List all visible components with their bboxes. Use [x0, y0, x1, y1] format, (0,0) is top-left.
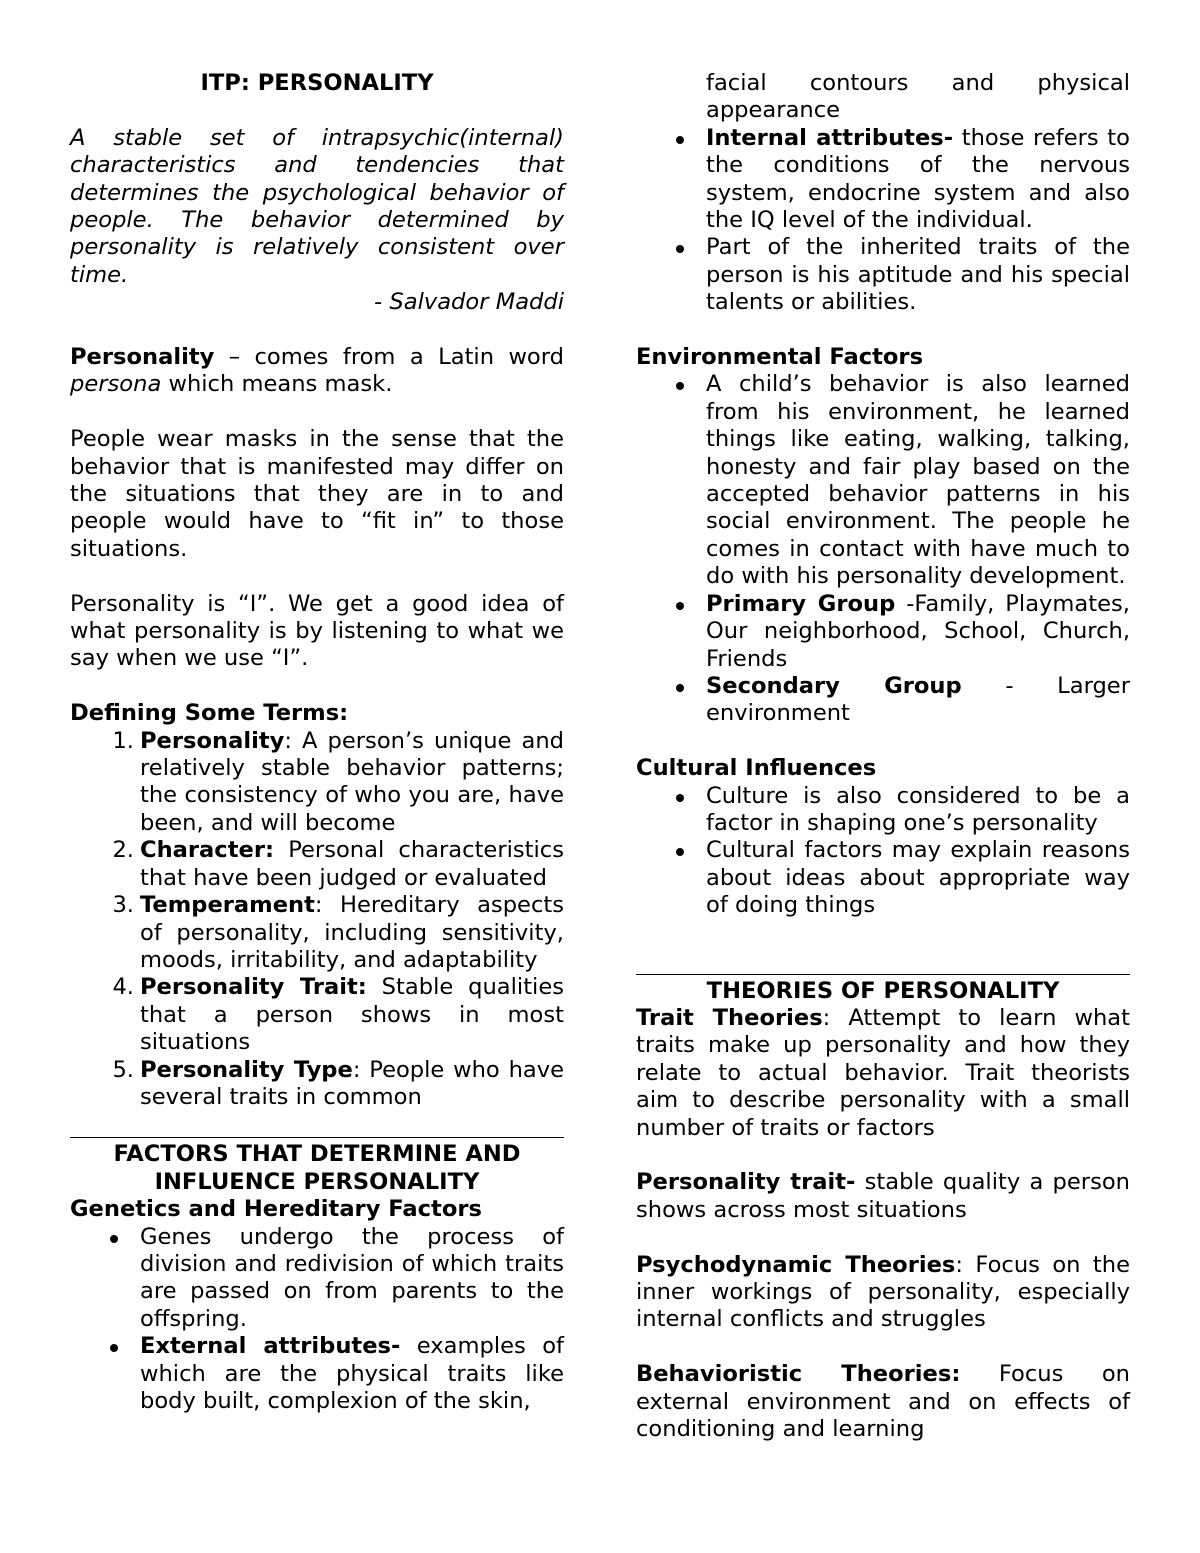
list-item: 3. Temperament: Hereditary aspects of personality, including sensitivity, moods, irritability, and adaptability: [112, 892, 564, 973]
bullet-icon: [676, 684, 684, 692]
genetics-heading: Genetics and Hereditary Factors: [70, 1196, 482, 1223]
bullet-icon: [110, 1235, 118, 1243]
section-divider: [636, 974, 1130, 975]
list-item: Secondary Group - Larger environment: [636, 673, 1130, 728]
attributes-list: [636, 125, 1130, 317]
list-item: Culture is also considered to be a factor in shaping one’s personality: [636, 783, 1130, 838]
i-paragraph: Personality is “I”. We get a good idea of what personality is by listening to what we say when we use “I”.: [70, 590, 564, 672]
quote-author: - Salvador Maddi: [374, 289, 564, 316]
bullet-icon: [110, 1344, 118, 1352]
list-item: 2. Character: Personal characteristics that have been judged or evaluated: [112, 837, 564, 891]
list-item: 1. Personality: A person’s unique and relatively stable behavior patterns; the consistency of who you are, have been, and will become: [112, 727, 564, 836]
left-column: [70, 70, 564, 1415]
cultural-heading: Cultural Influences: [636, 755, 877, 782]
bullet-icon: [676, 848, 684, 856]
genetics-list: [70, 1224, 564, 1416]
list-item: Internal attributes- those refers to the conditions of the nervous system, endocrine system and also the IQ level of the individual.: [636, 125, 1130, 235]
list-item: 4. Personality Trait: Stable qualities that a person shows in most situations: [112, 974, 564, 1056]
bullet-icon: [676, 602, 684, 610]
list-item: Cultural factors may explain reasons about ideas about appropriate way of doing things: [636, 837, 1130, 919]
list-item: External attributes- examples of which are the physical traits like body built, complexion of the skin,: [70, 1333, 564, 1415]
list-item: Genes undergo the process of division and redivision of which traits are passed on from parents to the offspring.: [70, 1224, 564, 1334]
theories-heading: THEORIES OF PERSONALITY: [706, 977, 1060, 1004]
environmental-list: [636, 371, 1130, 727]
behavioristic-paragraph: Behavioristic Theories: Focus on external environment and on effects of conditioning and learning: [636, 1361, 1130, 1443]
psychodynamic-paragraph: Psychodynamic Theories: Focus on the inner workings of personality, especially internal conflicts and struggles: [636, 1251, 1130, 1333]
list-item: Primary Group -Family, Playmates, Our neighborhood, School, Church, Friends: [636, 591, 1130, 673]
right-column: [636, 70, 1130, 1443]
environmental-heading: Environmental Factors: [636, 344, 924, 371]
bullet-icon: [676, 136, 684, 144]
list-item: A child’s behavior is also learned from his environment, he learned things like eating, walking, talking, honesty and fair play based on the accepted behavior patterns in his social environment. The people he comes in contact with have much to do with his personality development.: [636, 371, 1130, 590]
bullet-icon: [676, 245, 684, 253]
list-item: Part of the inherited traits of the person is his aptitude and his special talents or abilities.: [636, 234, 1130, 316]
bullet-icon: [676, 382, 684, 390]
section-divider: [70, 1137, 564, 1138]
trait-theories-paragraph: Trait Theories: Attempt to learn what traits make up personality and how they relate to actual behavior. Trait theorists aim to describe personality with a small number of traits or factors: [636, 1004, 1130, 1141]
bullet-icon: [676, 794, 684, 802]
definition-quote: A stable set of intrapsychic(internal) characteristics and tendencies that determines the psychological behavior of people. The behavior determined by personality is relatively consistent over time.: [70, 124, 564, 288]
personality-trait-paragraph: Personality trait- stable quality a person shows across most situations: [636, 1169, 1130, 1223]
persona-paragraph: Personality – comes from a Latin word persona which means mask.: [70, 344, 564, 398]
list-item: 5. Personality Type: People who have several traits in common: [112, 1056, 565, 1110]
external-attributes-continuation: facial contours and physical appearance: [706, 70, 1130, 124]
document-title: ITP: PERSONALITY: [200, 70, 434, 96]
defining-terms-heading: Defining Some Terms:: [70, 700, 349, 727]
masks-paragraph: People wear masks in the sense that the behavior that is manifested may differ on the situations that they are in to and people would have to “fit in” to those situations.: [70, 426, 564, 562]
terms-list: [70, 728, 564, 1112]
factors-heading: FACTORS THAT DETERMINE AND INFLUENCE PERSONALITY: [113, 1141, 521, 1195]
cultural-list: [636, 783, 1130, 920]
